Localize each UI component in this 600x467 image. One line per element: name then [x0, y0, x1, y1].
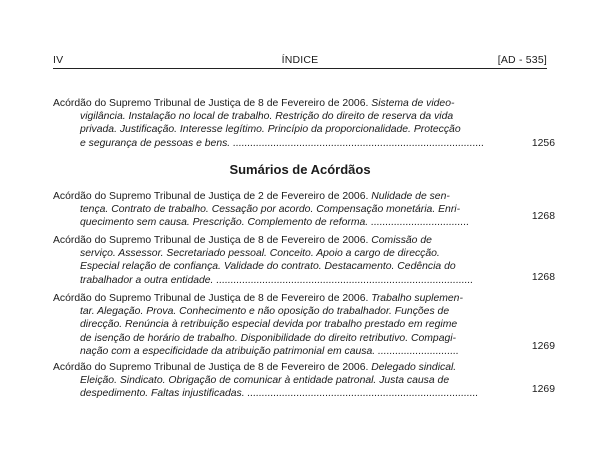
- entry-page-number: 1256: [531, 137, 555, 149]
- entry-subject: Trabalho suplemen-: [371, 293, 463, 304]
- entry-page-number: 1269: [531, 341, 555, 352]
- entry-line: [53, 274, 520, 287]
- entry-page-number: 1268: [531, 211, 555, 222]
- section-title: Sumários de Acórdãos: [229, 162, 371, 177]
- entry-subject: tença. Contrato de trabalho. Cessação por acordo. Compensação monetária. Enri-: [80, 204, 461, 216]
- page-reference: [AD - 535]: [497, 54, 547, 66]
- entry-line: [53, 137, 520, 150]
- entry-line: [53, 203, 553, 216]
- index-entry: [53, 190, 553, 230]
- entry-subject: Sistema de video-: [371, 98, 455, 109]
- page-title: ÍNDICE: [281, 54, 319, 66]
- page-header: [53, 52, 547, 68]
- index-entry: [53, 361, 553, 401]
- entry-subject: vigilância. Instalação no local de trabalho. Restrição do direito de reserva da vida: [80, 111, 454, 123]
- page-number-roman: IV: [53, 54, 64, 66]
- entry-line: [53, 361, 553, 374]
- entry-line: [53, 318, 553, 331]
- entry-subject: serviço. Assessor. Secretariado pessoal. Conceito. Apoio a cargo de direcção.: [80, 248, 440, 260]
- entry-subject: Especial relação de confiança. Validade do contrato. Destacamento. Cedência do: [80, 261, 456, 273]
- entry-subject: trabalhador a outra entidade. .........................................................................................: [80, 274, 474, 286]
- entry-text: Acórdão do Supremo Tribunal de Justiça de 8 de Fevereiro de 2006.: [53, 362, 372, 373]
- entry-subject: e segurança de pessoas e bens. .......................................................................................: [80, 137, 485, 149]
- entry-text: Acórdão do Supremo Tribunal de Justiça de 8 de Fevereiro de 2006.: [53, 293, 372, 304]
- entry-line: [53, 387, 520, 400]
- entry-line: [53, 234, 553, 247]
- entry-subject: nação com a especificidade da atribuição patrimonial em causa. ............................: [80, 345, 459, 357]
- entry-line: [53, 190, 553, 203]
- entry-subject: de isenção de horário de trabalho. Disponibilidade do direito retributivo. Compagi-: [80, 332, 457, 344]
- entry-text: Acórdão do Supremo Tribunal de Justiça de 8 de Fevereiro de 2006.: [53, 235, 372, 246]
- entry-subject: direcção. Renúncia à retribuição especial devida por trabalho prestado em regime: [80, 319, 458, 331]
- entry-page-number: 1269: [531, 384, 555, 395]
- entry-subject: privada. Justificação. Interesse legítimo. Princípio da proporcionalidade. Protecção: [80, 124, 461, 136]
- entry-line: [53, 110, 553, 123]
- index-entry: [53, 234, 553, 287]
- entry-line: [53, 374, 553, 387]
- entry-subject: despedimento. Faltas injustificadas. ................................................................................: [80, 388, 479, 400]
- entry-subject: quecimento sem causa. Prescrição. Complemento de reforma. ..................................: [80, 217, 470, 229]
- entry-subject: Eleição. Sindicato. Obrigação de comunicar à entidade patronal. Justa causa de: [80, 375, 450, 387]
- entry-line: [53, 332, 553, 345]
- entry-line: [53, 260, 553, 273]
- index-entry: [53, 97, 553, 150]
- index-entry: [53, 292, 553, 358]
- entry-line: [53, 305, 553, 318]
- entry-text: Acórdão do Supremo Tribunal de Justiça de 2 de Fevereiro de 2006.: [53, 191, 372, 202]
- entry-line: [53, 216, 520, 229]
- header-divider: [53, 68, 547, 69]
- entry-subject: Nulidade de sen-: [371, 191, 450, 202]
- entry-subject: tar. Alegação. Prova. Conhecimento e não oposição do trabalhador. Funções de: [80, 306, 450, 318]
- entry-line: [53, 97, 553, 110]
- entry-line: [53, 247, 553, 260]
- entry-line: [53, 292, 553, 305]
- entry-line: [53, 345, 520, 358]
- entry-subject: Delegado sindical.: [371, 362, 457, 373]
- entry-subject: Comissão de: [371, 235, 432, 246]
- entry-line: [53, 123, 553, 136]
- entry-text: Acórdão do Supremo Tribunal de Justiça de 8 de Fevereiro de 2006.: [53, 98, 372, 109]
- entry-page-number: 1268: [531, 272, 555, 283]
